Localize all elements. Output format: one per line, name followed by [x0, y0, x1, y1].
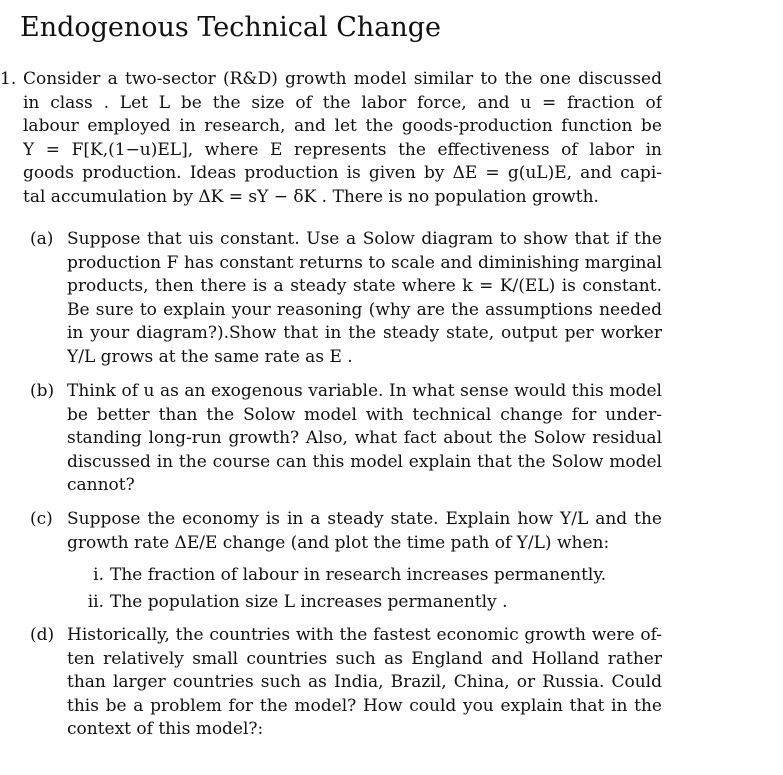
- part-line: Be sure to explain your reasoning (why are the assumptions needed: [67, 299, 662, 320]
- subitem-text: The fraction of labour in research increases permanently.: [110, 565, 607, 585]
- part-label: (c): [30, 509, 53, 529]
- part-line: growth rate ΔE/E change (and plot the time path of Y/L) when:: [67, 532, 610, 553]
- question-intro: [23, 68, 662, 210]
- part-label: (b): [30, 381, 55, 401]
- intro-line: labour employed in research, and let the goods-production function be: [23, 116, 662, 137]
- part-line: context of this model?:: [67, 719, 264, 740]
- question-number: 1.: [0, 69, 17, 89]
- part-line: in your diagram?).Show that in the steady state, output per worker: [67, 323, 662, 344]
- part-line: be better than the Solow model with technical change for under-: [67, 404, 662, 425]
- part-label: (a): [30, 229, 54, 249]
- part-body: [67, 228, 662, 370]
- part-line: Historically, the countries with the fastest economic growth were of-: [67, 625, 662, 645]
- part-line: production F has constant returns to scale and diminishing marginal: [67, 252, 662, 273]
- part-line: Suppose that uis constant. Use a Solow diagram to show that if the: [67, 229, 662, 249]
- part-line: ten relatively small countries such as England and Holland rather: [67, 648, 662, 669]
- intro-line: in class . Let L be the size of the labor force, and u = fraction of: [23, 92, 662, 113]
- subitem: [76, 591, 508, 615]
- intro-line: Consider a two-sector (R&D) growth model similar to the one discussed: [23, 69, 662, 89]
- part-line: Think of u as an exogenous variable. In what sense would this model: [67, 381, 662, 401]
- intro-line: Y = F[K,(1−u)EL], where E represents the effectiveness of labor in: [23, 139, 662, 160]
- part-body: [67, 624, 662, 742]
- part-label: (d): [30, 625, 55, 645]
- part-line: than larger countries such as India, Brazil, China, or Russia. Could: [67, 672, 662, 693]
- part-line: Y/L grows at the same rate as E .: [67, 346, 353, 367]
- part-line: cannot?: [67, 475, 135, 496]
- part-line: discussed in the course can this model explain that the Solow model: [67, 451, 662, 472]
- intro-line: goods production. Ideas production is given by ΔE = g(uL)E, and capi-: [23, 163, 662, 184]
- subitem-label: ii.: [87, 592, 104, 612]
- subitem: [76, 564, 606, 588]
- part-line: standing long-run growth? Also, what fact about the Solow residual: [67, 428, 662, 449]
- part-line: Suppose the economy is in a steady state. Explain how Y/L and the: [67, 509, 662, 529]
- part-body: [67, 508, 662, 555]
- subitem-text: The population size L increases permanently .: [110, 592, 508, 612]
- page-title: Endogenous Technical Change: [20, 12, 442, 43]
- intro-line: tal accumulation by ΔK = sY − δK . There is no population growth.: [23, 186, 599, 207]
- part-line: products, then there is a steady state where k = K/(EL) is constant.: [67, 276, 662, 297]
- part-body: [67, 380, 662, 498]
- part-line: this be a problem for the model? How could you explain that in the: [67, 695, 662, 716]
- subitem-label: i.: [93, 565, 104, 585]
